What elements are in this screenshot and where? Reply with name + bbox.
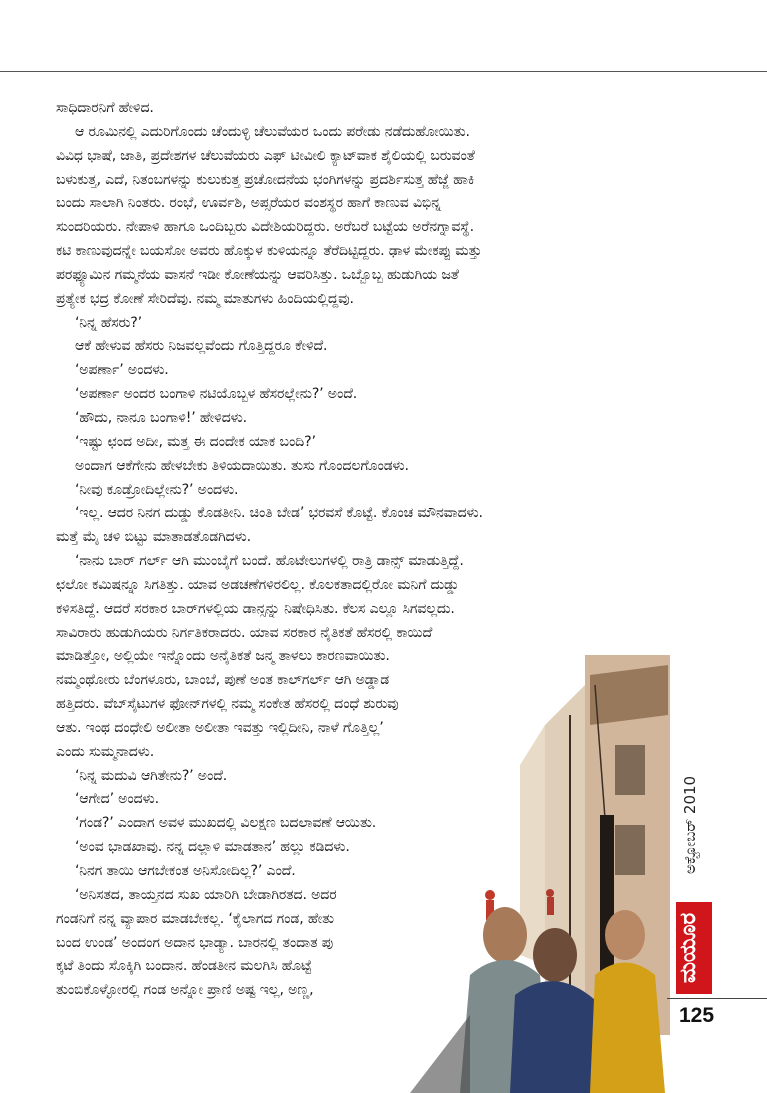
- text-line: ‘ಆಗೇದ’ ಅಂದಳು.: [75, 791, 159, 808]
- text-line: ‘ನಿನಗ ತಾಯಿ ಆಗಬೇಕಂತ ಅನಿಸೋದಿಲ್ಲ?’ ಎಂದೆ.: [75, 863, 296, 879]
- text-line: ತುಂಬಿಕೊಳ್ಳೋರಲ್ಲಿ ಗಂಡ ಅನ್ನೋ ಪ್ರಾಣಿ ಅಷ್ಟ ಇಲ್ಲ, ಅಣ್ಣ,: [56, 982, 314, 999]
- text-line: ಆ ರೂಮಿನಲ್ಲಿ ಎದುರಿಗೊಂದು ಚೆಂದುಳ್ಳಿ ಚೆಲುವೆಯರ ಒಂದು ಪರೇಡು ನಡೆದುಹೋಯಿತು.: [75, 123, 470, 140]
- text-line: ನಮ್ಮಂಥೋರು ಬೆಂಗಳೂರು, ಬಾಂಬೆ, ಪುಣೆ ಅಂತ ಕಾಲ್‌ಗರ್ಲ್ ಆಗಿ ಅಡ್ಡಾಡ: [56, 672, 390, 689]
- text-line: ಕಟಿ ಕಾಣುವುದನ್ನೇ ಬಯಸೋ ಅವರು ಹೊಕ್ಕುಳ ಕುಳಿಯನ್ನೂ ತೆರೆದಿಟ್ಟಿದ್ದರು. ಢಾಳ ಮೇಕಪ್ಪು ಮತ್ತು: [56, 243, 482, 260]
- text-line: ಸಾವಿರಾರು ಹುಡುಗಿಯರು ನಿರ್ಗತಿಕರಾದರು. ಯಾವ ಸರಕಾರ ನೈತಿಕತೆ ಹೆಸರಲ್ಲಿ ಕಾಯಿದೆ: [56, 624, 433, 641]
- magazine-logo: ಮಯೂರ: [676, 912, 701, 984]
- street-scene-illustration: [410, 655, 670, 1093]
- text-line: ಪ್ರತ್ಯೇಕ ಭದ್ರ ಕೋಣೆ ಸೇರಿದೆವು. ನಮ್ಮ ಮಾತುಗಳು ಹಿಂದಿಯಲ್ಲಿದ್ದವು.: [56, 290, 354, 307]
- top-rule: [0, 71, 767, 72]
- text-line: ಕ್ಕಟೆ ತಿಂದು ಸೊಕ್ಕಿಗಿ ಬಂದಾನ. ಹೆಂಡತೀನ ಮಲಗಿಸಿ ಹೊಟ್ಟೆ: [56, 958, 312, 975]
- text-line: ‘ನೀವು ಕೂಡ್ರೋದಿಲ್ಲೇನು?’ ಅಂದಳು.: [75, 481, 239, 498]
- text-line: ‘ಅನಿಸತದ, ತಾಯ್ತನದ ಸುಖ ಯಾರಿಗಿ ಬೇಡಾಗಿರತದ. ಅದರ: [75, 886, 337, 903]
- text-line: ‘ಗಂಡ?’ ಎಂದಾಗ ಅವಳ ಮುಖದಲ್ಲಿ ವಿಲಕ್ಷಣ ಬದಲಾವಣೆ ಆಯಿತು.: [75, 815, 377, 832]
- text-line: ಅಂದಾಗ ಆಕೆಗೇನು ಹೇಳಬೇಕು ತಿಳಿಯದಾಯಿತು. ತುಸು ಗೊಂದಲಗೊಂಡಳು.: [75, 457, 409, 474]
- text-line: ‘ನಿನ್ನ ಹೆಸರು?’: [75, 314, 142, 331]
- text-line: ವಿವಿಧ ಭಾಷೆ, ಜಾತಿ, ಪ್ರದೇಶಗಳ ಚೆಲುವೆಯರು ಎಫ್ ಟೀವೀಲಿ ಕ್ಯಾಟ್‌ವಾಕ ಶೈಲಿಯಲ್ಲಿ ಬರುವಂತೆ: [56, 147, 475, 164]
- text-line: ‘ಹೌದು, ನಾನೂ ಬಂಗಾಳಿ!’ ಹೇಳಿದಳು.: [75, 409, 247, 426]
- text-line: ಸಾಧಿದಾರನಿಗೆ ಹೇಳಿದ.: [56, 100, 154, 116]
- page-number: 125: [679, 1004, 715, 1027]
- text-line: ಸುಂದರಿಯರು. ನೇಪಾಳಿ ಹಾಗೂ ಒಂದಿಬ್ಬರು ವಿದೇಶಿಯರಿದ್ದರು. ಅರೆಬರೆ ಬಟ್ಟೆಯ ಅರೆನಗ್ನಾವಸ್ಥೆ.: [56, 219, 474, 236]
- text-line: ಮತ್ತೆ ಮೈ ಚಳಿ ಬಿಟ್ಟು ಮಾತಾಡತೊಡಗಿದಳು.: [56, 529, 251, 546]
- text-line: ‘ಇಷ್ಟು ಛಂದ ಅದೀ, ಮತ್ತ ಈ ದಂದೇಕ ಯಾಕ ಬಂದಿ?’: [75, 433, 316, 450]
- text-line: ಬಂದ ಉಂಡ’ ಅಂದಂಗ ಅದಾನ ಭಾಡ್ಯಾ. ಬಾರನಲ್ಲಿ ತಂದಾತ ಪು: [56, 934, 334, 951]
- text-line: ‘ಅಂವ ಭಾಡಖಾವು. ನನ್ನ ದಲ್ಲಾಳಿ ಮಾಡತಾನ’ ಹಲ್ಲು ಕಡಿದಳು.: [75, 839, 350, 856]
- text-line: ಪರಫ್ಯೂಮಿನ ಗಮ್ಮನೆಯ ವಾಸನೆ ಇಡೀ ಕೋಣೆಯನ್ನು ಆವರಿಸಿತ್ತು. ಒಬ್ಬೊಬ್ಬ ಹುಡುಗಿಯ ಜತೆ: [56, 266, 459, 283]
- text-line: ‘ಅಪರ್ಣಾ’ ಅಂದಳು.: [75, 362, 169, 379]
- text-line: ‘ನಿನ್ನ ಮದುವಿ ಆಗಿತೇನು?’ ಅಂದೆ.: [75, 767, 228, 784]
- text-line: ಹತ್ತಿದರು. ವೆಬ್‌ಸೈಟುಗಳ ಫೋನ್‌ಗಳಲ್ಲಿ ನಮ್ಮ ಸಂಕೇತ ಹೆಸರಲ್ಲಿ ದಂಧೆ ಶುರುವು: [56, 696, 399, 713]
- text-line: ಆಕೆ ಹೇಳುವ ಹೆಸರು ನಿಜವಲ್ಲವೆಂದು ಗೊತ್ತಿದ್ದರೂ ಕೇಳಿದೆ.: [75, 338, 328, 355]
- text-line: ಆತು. ಇಂಥ ದಂಧೇಲಿ ಅಲೀತಾ ಅಲೀತಾ ಇವತ್ತು ಇಲ್ಲಿದೀನಿ, ನಾಳೆ ಗೊತ್ತಿಲ್ಲ’: [56, 719, 384, 736]
- text-line: ‘ಇಲ್ಲ. ಆದರ ನಿನಗ ದುಡ್ಡು ಕೊಡತೀನಿ. ಚಿಂತಿ ಬೇಡ’ ಭರವಸೆ ಕೊಟ್ಟೆ. ಕೊಂಚ ಮೌನವಾದಳು.: [75, 505, 483, 522]
- text-line: ಕಳಿಸತಿದ್ದೆ. ಆದರೆ ಸರಕಾರ ಬಾರ್‌ಗಳಲ್ಲಿಯ ಡಾನ್ಸನ್ನು ನಿಷೇಧಿಸಿತು. ಕೆಲಸ ಎಲ್ಲೂ ಸಿಗವಲ್ಲದು.: [56, 600, 455, 617]
- text-line: ಮಾಡಿತ್ತೋ, ಅಲ್ಲಿಯೇ ಇನ್ನೊಂದು ಅನೈತಿಕತೆ ಜನ್ಮ ತಾಳಲು ಕಾರಣವಾಯಿತು.: [56, 648, 390, 665]
- text-line: ‘ಅಪರ್ಣಾ ಅಂದರ ಬಂಗಾಳಿ ನಟಿಯೊಬ್ಬಳ ಹೆಸರಲ್ಲೇನು?’ ಅಂದೆ.: [75, 386, 358, 403]
- text-line: ಬಳುಕುತ್ತ, ಎದೆ, ನಿತಂಬಗಳನ್ನು ಕುಲುಕುತ್ತ ಪ್ರಚೋದನೆಯ ಭಂಗಿಗಳನ್ನು ಪ್ರದರ್ಶಿಸುತ್ತ ಹೆಜ್ಜೆ ಹಾಕಿ: [56, 171, 475, 188]
- issue-date: ಅಕ್ಟೋಬರ್ 2010: [681, 775, 699, 875]
- text-line: ಛಲೋ ಕಮಿಷನ್ನೂ ಸಿಗತಿತ್ತು. ಯಾವ ಅಡಚಣೆಗಳಿರಲಿಲ್ಲ. ಕೊಲಕತಾದಲ್ಲಿರೋ ಮನಿಗೆ ದುಡ್ಡು: [56, 576, 459, 593]
- text-line: ಗಂಡನಿಗೆ ನನ್ನ ವ್ಯಾಪಾರ ಮಾಡಬೇಕಲ್ಲ. ‘ಕೈಲಾಗದ ಗಂಡ, ಹೇತು: [56, 910, 334, 927]
- text-line: ಎಂದು ಸುಮ್ಮನಾದಳು.: [56, 743, 155, 760]
- text-line: ‘ನಾನು ಬಾರ್ ಗರ್ಲ್ ಆಗಿ ಮುಂಬೈಗೆ ಬಂದೆ. ಹೊಟೇಲುಗಳಲ್ಲಿ ರಾತ್ರಿ ಡಾನ್ಸ್ ಮಾಡುತ್ತಿದ್ದೆ.: [75, 553, 464, 570]
- page-number-rule: [667, 998, 767, 999]
- text-line: ಬಂದು ಸಾಲಾಗಿ ನಿಂತರು. ರಂಭೆ, ಊರ್ವಶಿ, ಅಪ್ಸರೆಯರ ವಂಶಸ್ಥರ ಹಾಗೆ ಕಾಣುವ ವಿಭಿನ್ನ: [56, 195, 441, 212]
